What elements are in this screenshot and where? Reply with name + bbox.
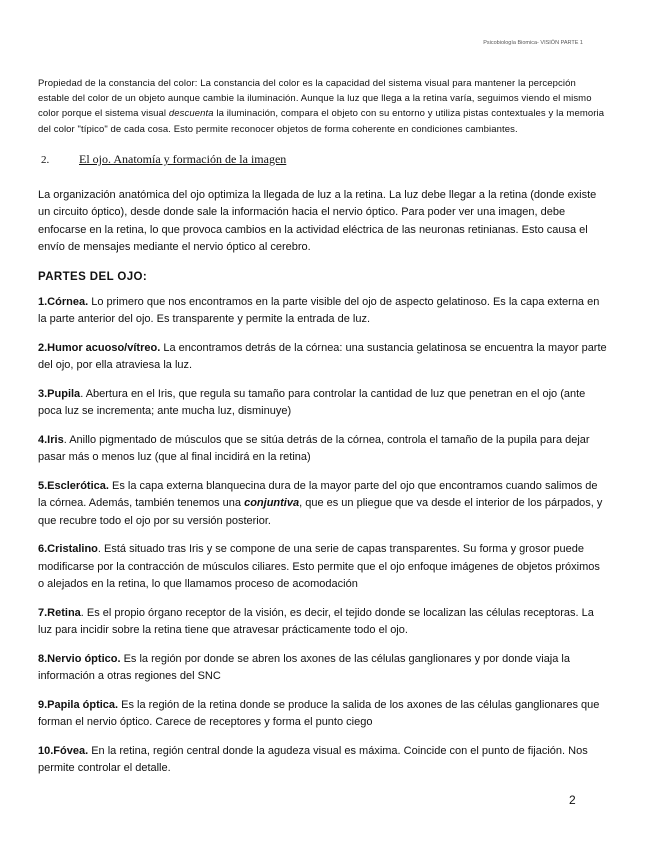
section-number: 2.: [41, 153, 50, 166]
part-nervio-optico: [38, 651, 608, 686]
parts-heading: PARTES DEL OJO:: [38, 270, 148, 283]
part-fovea: [38, 743, 608, 778]
part-pupila: [38, 386, 608, 421]
part-term: 4.Iris: [38, 433, 64, 446]
part-cornea: [38, 294, 608, 329]
part-text: . Está situado tras Iris y se compone de una serie de capas transparentes. Su forma y grosor puede modificarse por la contracción de músculos ciliares. Esto permite que el ojo enfoque imágenes de objetos próximos o alejados en la retina, lo que llamamos proceso de acomodación: [38, 543, 600, 591]
part-text-continued: , que es un pliegue que va desde el interior de los párpados, y que recubre todo el ojo por su versión posterior.: [38, 497, 603, 527]
part-papila-optica: [38, 697, 608, 732]
part-text: Es la capa externa blanquecina dura de la mayor parte del ojo que encontramos cuando salimos de la córnea. Además, también tenemos una: [38, 479, 598, 510]
part-term: 3.Pupila: [38, 387, 81, 400]
page-number: 2: [569, 793, 576, 807]
part-emphasis: conjuntiva: [244, 497, 300, 510]
part-text: Lo primero que nos encontramos en la parte visible del ojo de aspecto gelatinoso. Es la capa externa en la parte anterior del ojo. Es transparente y permite la entrada de luz.: [38, 295, 600, 326]
part-text: Es la región de la retina donde se produce la salida de los axones de las células ganglionares que forman el nervio óptico. Carece de receptores y forma el punto ciego: [38, 698, 600, 729]
part-term: 10.Fóvea.: [38, 744, 89, 757]
part-term: 7.Retina: [38, 606, 81, 619]
running-header: Psicobiología Biomica- VISIÓN PARTE 1: [483, 40, 583, 46]
part-text: La encontramos detrás de la córnea: una sustancia gelatinosa se encuentra la mayor parte del ojo, por ella atraviesa la luz.: [38, 341, 607, 372]
part-text: En la retina, región central donde la agudeza visual es máxima. Coincide con el punto de fijación. Nos permite controlar el detalle.: [38, 744, 588, 775]
part-term: 2.Humor acuoso/vítreo.: [38, 341, 161, 354]
part-cristalino: [38, 541, 608, 594]
part-text: Es la región por donde se abren los axones de las células ganglionares y por donde viaja la información a otras regiones del SNC: [38, 652, 570, 683]
color-constancy-paragraph: [38, 76, 608, 137]
part-term: 6.Cristalino: [38, 543, 98, 556]
part-text: . Anillo pigmentado de músculos que se sitúa detrás de la córnea, controla el tamaño de la pupila para dejar pasar más o menos luz (que al final incidirá en la retina): [38, 433, 590, 464]
part-term: 1.Córnea.: [38, 295, 89, 308]
part-text: . Abertura en el Iris, que regula su tamaño para controlar la cantidad de luz que penetran en el ojo (ante poca luz se incrementa; ante mucha luz, disminuye): [38, 387, 586, 418]
part-term: 5.Esclerótica.: [38, 479, 109, 492]
part-retina: [38, 605, 608, 640]
part-term: 8.Nervio óptico.: [38, 652, 121, 665]
property-text-b: la iluminación, compara el objeto con su entorno y utiliza pistas contextuales y la memoria del color "típico" de cada cosa. Esto permite reconocer objetos de forma coherente en condiciones cambiantes.: [38, 108, 605, 135]
part-humor: [38, 340, 608, 375]
part-text: . Es el propio órgano receptor de la visión, es decir, el tejido donde se localizan las células receptoras. La luz para incidir sobre la retina tiene que atravesar prácticamente todo el ojo.: [38, 606, 594, 637]
intro-paragraph: La organización anatómica del ojo optimiza la llegada de luz a la retina. La luz debe llegar a la retina (donde existe un circuito óptico), desde donde sale la información hacia el nervio óptico. Para poder ver una imagen, debe enfocarse en la retina, lo que provoca cambios en la actividad eléctrica de las neuronas retinianas. Esto causa el envío de mensajes mediante el nervio óptico al cerebro.: [38, 188, 597, 254]
part-esclerotica: [38, 478, 608, 531]
property-text-a: Propiedad de la constancia del color: La constancia del color es la capacidad del sistema visual para mantener la percepción estable del color de un objeto aunque cambie la iluminación. Aunque la luz que llega a la retina varía, seguimos viendo el mismo color porque el sistema visual: [38, 78, 592, 120]
section-title: El ojo. Anatomía y formación de la imagen: [79, 151, 287, 166]
page-content: [38, 76, 608, 778]
property-italic: descuenta: [168, 108, 214, 120]
part-iris: [38, 432, 608, 467]
section-heading: [38, 152, 608, 167]
part-term: 9.Papila óptica.: [38, 698, 119, 711]
